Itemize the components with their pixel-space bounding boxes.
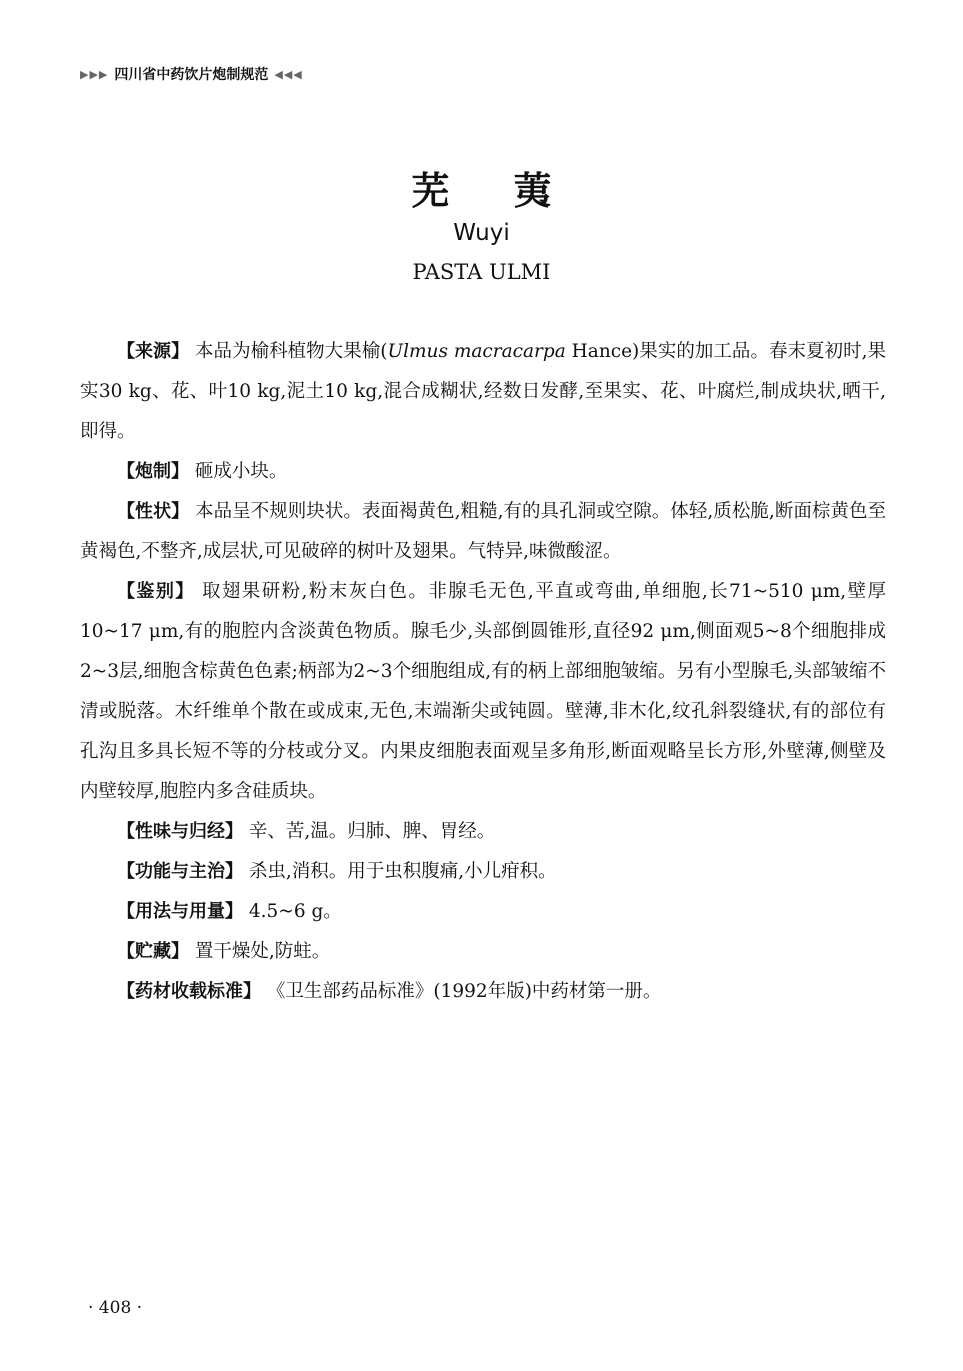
section-identification (80, 572, 886, 812)
section-text: 砸成小块。 (194, 461, 288, 482)
title-block (0, 168, 963, 284)
section-text: 本品为榆科植物大果榆( (195, 341, 388, 362)
section-processing (80, 452, 886, 492)
monograph-body (80, 332, 886, 1012)
title-latin: PASTA ULMI (412, 260, 551, 284)
title-pinyin: Wuyi (453, 220, 510, 246)
section-label: 【性状】 (117, 501, 190, 522)
section-standard (80, 972, 886, 1012)
section-storage (80, 932, 886, 972)
section-functions (80, 852, 886, 892)
section-label: 【贮藏】 (117, 941, 189, 962)
section-label: 【炮制】 (117, 461, 189, 482)
section-nature-meridian (80, 812, 886, 852)
section-label: 【鉴别】 (117, 581, 195, 602)
section-text: Hance)果实的加工品。春末夏初时,果实30 kg、花、叶10 kg,泥土10 kg,混合成糊状,经数日发酵,至果实、花、叶腐烂,制成块状,晒干,即得。 (80, 341, 886, 442)
latin-species-name: Ulmus macracarpa (387, 341, 566, 362)
section-source (80, 332, 886, 452)
section-text: 4.5~6 g。 (248, 901, 342, 922)
header-arrows-right: ◀◀◀ (274, 67, 303, 81)
section-label: 【性味与归经】 (117, 821, 243, 842)
header-arrows-left: ▶▶▶ (80, 67, 109, 81)
page-title: 芜荑 (411, 168, 616, 213)
section-label: 【功能与主治】 (117, 861, 243, 882)
section-label: 【用法与用量】 (117, 901, 243, 922)
page-number: · 408 · (88, 1298, 143, 1318)
section-text: 《卫生部药品标准》(1992年版)中药材第一册。 (266, 981, 662, 1002)
section-dosage (80, 892, 886, 932)
section-label: 【来源】 (117, 341, 190, 362)
header-title: 四川省中药饮片炮制规范 (114, 67, 269, 83)
section-text: 置干燥处,防蛀。 (194, 941, 331, 962)
section-text: 本品呈不规则块状。表面褐黄色,粗糙,有的具孔洞或空隙。体轻,质松脆,断面棕黄色至黄褐色,不整齐,成层状,可见破碎的树叶及翅果。气特异,味微酸涩。 (80, 501, 887, 562)
section-label: 【药材收载标准】 (117, 981, 261, 1002)
section-text: 辛、苦,温。归肺、脾、胃经。 (248, 821, 496, 842)
section-text: 杀虫,消积。用于虫积腹痛,小儿疳积。 (248, 861, 557, 882)
running-header (80, 64, 303, 84)
section-description (80, 492, 886, 572)
section-text: 取翅果研粉,粉末灰白色。非腺毛无色,平直或弯曲,单细胞,长71~510 μm,壁厚10~17 μm,有的胞腔内含淡黄色物质。腺毛少,头部倒圆锥形,直径92 μm,侧面观5~8个细胞排成2~3层,细胞含棕黄色色素;柄部为2~3个细胞组成,有的柄上部细胞皱缩。另有小型腺毛,头部皱缩不清或脱落。木纤维单个散在或成束,无色,末端渐尖或钝圆。壁薄,非木化,纹孔斜裂缝状,有的部位有孔沟且多具长短不等的分枝或分叉。内果皮细胞表面观呈多角形,断面观略呈长方形,外壁薄,侧壁及内壁较厚,胞腔内多含硅质块。 (80, 581, 886, 802)
